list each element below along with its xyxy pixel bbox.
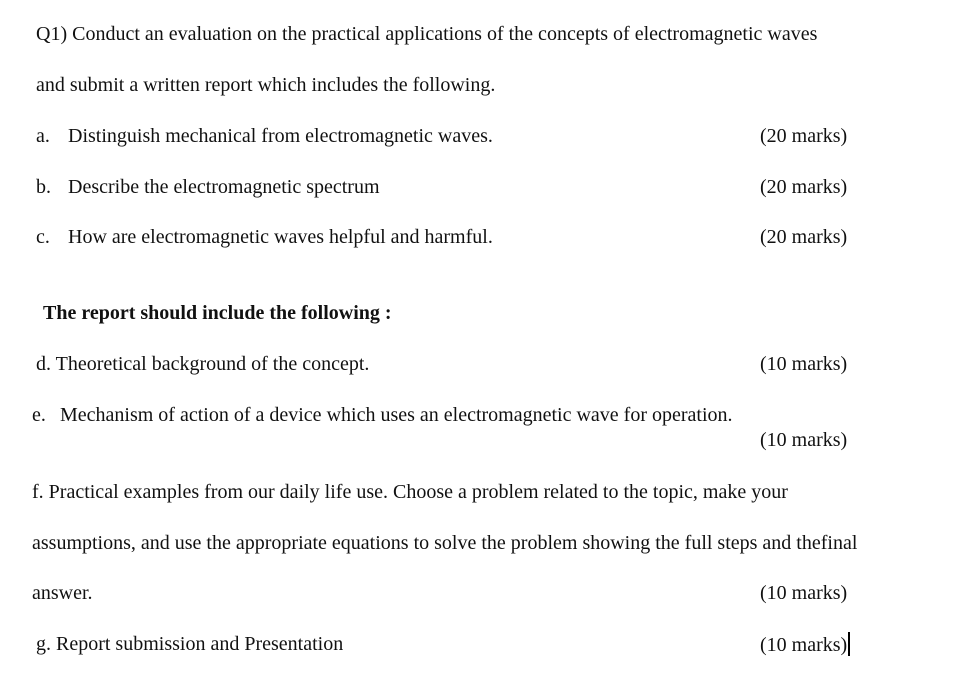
item-c-marks: (20 marks): [760, 226, 848, 248]
item-d-marks: (10 marks): [760, 353, 848, 375]
text-cursor: [848, 632, 850, 656]
item-g-marks-wrap: [760, 632, 850, 657]
item-a: [36, 124, 493, 148]
item-f-line-1: f. Practical examples from our daily life use. Choose a problem related to the topic, make your: [32, 481, 788, 503]
item-e: [32, 403, 733, 427]
item-e-marks: (10 marks): [760, 429, 848, 451]
question-line-1: Q1) Conduct an evaluation on the practical applications of the concepts of electromagnetic waves: [36, 23, 818, 45]
item-f-marks: (10 marks): [760, 582, 848, 604]
item-b: [36, 175, 380, 199]
item-b-marks: (20 marks): [760, 176, 848, 198]
item-c-text: How are electromagnetic waves helpful and harmful.: [68, 226, 493, 248]
item-f-line-2: assumptions, and use the appropriate equations to solve the problem showing the full steps and thefinal: [32, 532, 858, 554]
item-d-text: d. Theoretical background of the concept.: [36, 353, 370, 375]
item-a-marks: (20 marks): [760, 125, 848, 147]
item-f-line-3: answer.: [32, 582, 93, 604]
item-g-text: g. Report submission and Presentation: [36, 633, 344, 655]
item-c-letter: c.: [36, 226, 50, 248]
item-a-text: Distinguish mechanical from electromagnetic waves.: [68, 125, 493, 147]
report-heading: The report should include the following :: [43, 302, 392, 324]
item-a-letter: a.: [36, 125, 50, 147]
item-e-letter: e.: [32, 404, 46, 426]
item-b-letter: b.: [36, 176, 51, 198]
item-c: [36, 225, 493, 249]
question-line-2: and submit a written report which includes the following.: [36, 74, 496, 96]
item-e-text: Mechanism of action of a device which uses an electromagnetic wave for operation.: [60, 404, 733, 426]
item-g-marks: (10 marks): [760, 634, 848, 656]
item-b-text: Describe the electromagnetic spectrum: [68, 176, 380, 198]
